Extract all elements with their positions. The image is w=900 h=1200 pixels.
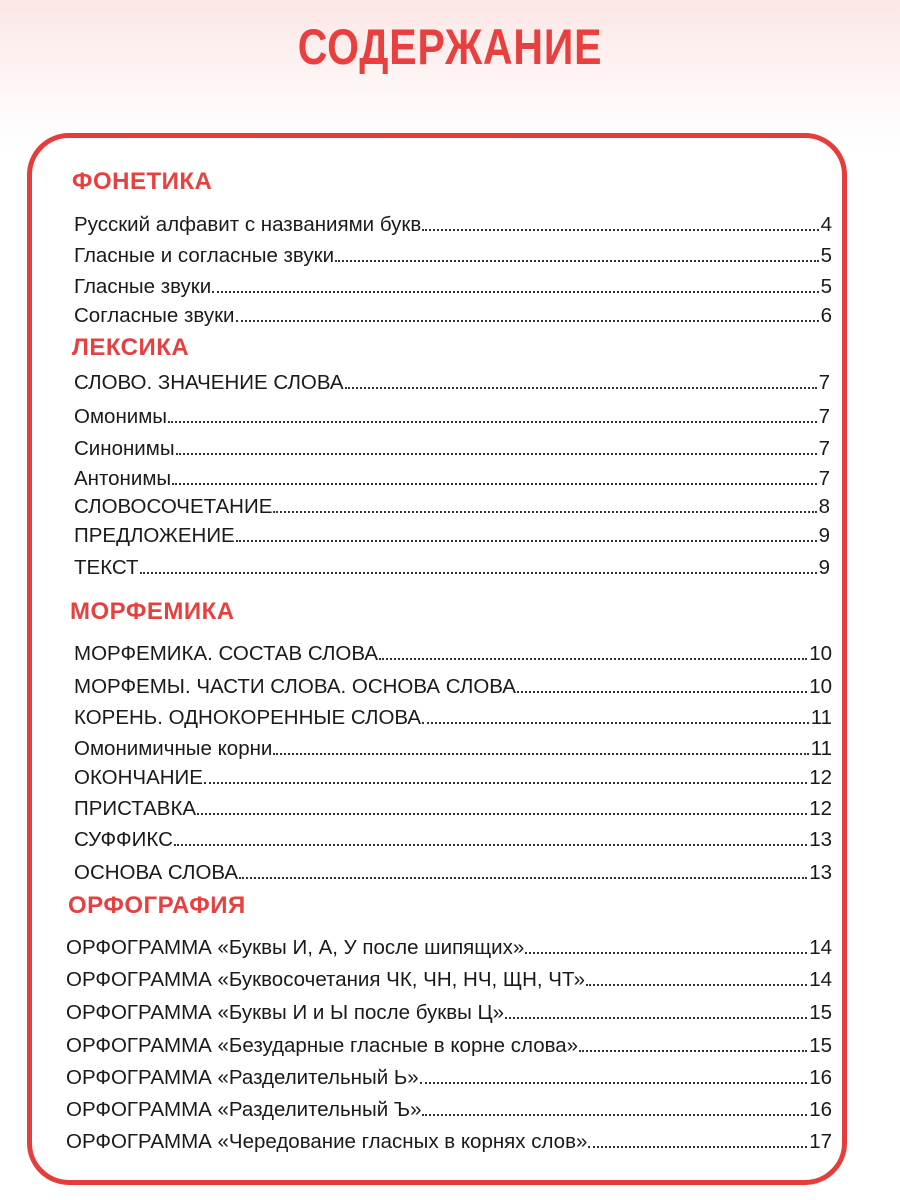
toc-entry [74,243,832,269]
toc-entry-page-number: 9 [818,524,830,547]
toc-entry-page-number: 7 [818,405,830,428]
toc-entry-title: Русский алфавит с названиями букв [74,213,422,236]
toc-entry-title: СЛОВОСОЧЕТАНИЕ [74,495,273,518]
toc-entry [66,935,832,961]
dot-leader [588,1145,807,1148]
toc-entry [74,827,832,853]
dot-leader [197,812,807,815]
toc-entry [74,404,830,430]
dot-leader [420,1081,807,1084]
toc-entry-title: МОРФЕМЫ. ЧАСТИ СЛОВА. ОСНОВА СЛОВА [74,675,516,698]
toc-entry-page-number: 15 [809,1034,832,1057]
toc-entry-page-number: 6 [820,304,832,327]
toc-entry-title: Гласные звуки [74,275,212,298]
toc-entry-page-number: 7 [818,437,830,460]
toc-entry-page-number: 12 [809,797,832,820]
dot-leader [517,690,807,693]
toc-entry [66,1000,832,1026]
toc-entry [74,370,830,396]
toc-entry [74,736,832,762]
toc-entry-title: Омонимы [74,405,168,428]
toc-entry [74,494,830,520]
toc-entry-title: Гласные и согласные звуки [74,244,335,267]
toc-entry-page-number: 5 [820,244,832,267]
toc-entry-page-number: 15 [809,1001,832,1024]
dot-leader [176,452,817,455]
toc-entry-page-number: 11 [810,737,832,760]
toc-entry [66,1033,832,1059]
toc-entry-title: КОРЕНЬ. ОДНОКОРЕННЫЕ СЛОВА [74,706,422,729]
toc-entry-page-number: 12 [809,766,832,789]
dot-leader [422,1113,807,1116]
toc-entry-title: ОРФОГРАММА «Безударные гласные в корне слова» [66,1034,579,1057]
dot-leader [204,781,807,784]
toc-entry-title: Омонимичные корни [74,737,273,760]
toc-entry [74,274,832,300]
toc-entry-page-number: 7 [818,371,830,394]
toc-entry-title: ОРФОГРАММА «Буквы И, А, У после шипящих» [66,936,525,959]
toc-entry [74,796,832,822]
dot-leader [236,319,819,322]
dot-leader [273,510,816,513]
toc-entry [66,1097,832,1123]
toc-entry [74,523,830,549]
toc-entry-page-number: 14 [809,968,832,991]
dot-leader [345,386,817,389]
toc-entry-title: ОСНОВА СЛОВА [74,861,239,884]
dot-leader [579,1049,807,1052]
toc-entry-title: ОРФОГРАММА «Чередование гласных в корнях слов» [66,1130,588,1153]
toc-entry-title: СУФФИКС [74,828,173,851]
toc-entry-title: ОКОНЧАНИЕ [74,766,203,789]
dot-leader [236,539,817,542]
toc-entry-page-number: 8 [818,495,830,518]
dot-leader [273,752,808,755]
section-heading: МОРФЕМИКА [70,598,235,625]
toc-entry-title: Антонимы [74,467,172,490]
toc-entry-title: ПРИСТАВКА [74,797,197,820]
toc-entry-title: ОРФОГРАММА «Разделительный Ъ» [66,1098,422,1121]
toc-entry-title: МОРФЕМИКА. СОСТАВ СЛОВА [74,642,379,665]
dot-leader [422,721,809,724]
toc-entry-page-number: 4 [820,213,832,236]
toc-entry [74,641,832,667]
toc-entry [66,1129,832,1155]
dot-leader [379,657,807,660]
toc-entry-page-number: 17 [809,1130,832,1153]
toc-entry-page-number: 13 [809,861,832,884]
section-heading: ФОНЕТИКА [72,168,213,195]
toc-entry-title: Синонимы [74,437,175,460]
toc-entry [66,1065,832,1091]
section-heading: ОРФОГРАФИЯ [68,892,246,919]
dot-leader [168,420,817,423]
toc-entry [66,967,832,993]
toc-entry-page-number: 10 [809,642,832,665]
toc-entry [74,860,832,886]
toc-entry-page-number: 13 [809,828,832,851]
toc-entry-title: Согласные звуки [74,304,235,327]
toc-entry-page-number: 14 [809,936,832,959]
toc-entry-page-number: 7 [818,467,830,490]
toc-entry-page-number: 9 [818,556,830,579]
page-title: СОДЕРЖАНИЕ [297,19,603,75]
dot-leader [505,1016,807,1019]
toc-entry-title: ОРФОГРАММА «Разделительный Ь» [66,1066,419,1089]
dot-leader [422,228,818,231]
toc-entry-page-number: 11 [810,706,832,729]
dot-leader [525,951,807,954]
toc-entry [74,555,830,581]
dot-leader [586,983,807,986]
toc-entry [74,674,832,700]
dot-leader [140,571,817,574]
toc-entry-page-number: 5 [820,275,832,298]
toc-entry-title: ОРФОГРАММА «Буквосочетания ЧК, ЧН, НЧ, ЩН, ЧТ» [66,968,585,991]
toc-entry [74,436,830,462]
section-heading: ЛЕКСИКА [72,334,190,361]
dot-leader [174,843,807,846]
toc-entry [74,705,832,731]
toc-entry [74,303,832,329]
dot-leader [335,259,819,262]
toc-entry-page-number: 16 [809,1098,832,1121]
toc-entry-page-number: 16 [809,1066,832,1089]
dot-leader [239,876,807,879]
toc-entry-title: СЛОВО. ЗНАЧЕНИЕ СЛОВА [74,371,344,394]
toc-entry [74,765,832,791]
toc-entry-title: ТЕКСТ [74,556,139,579]
dot-leader [212,290,818,293]
toc-entry [74,466,830,492]
toc-entry [74,212,832,238]
toc-entry-title: ОРФОГРАММА «Буквы И и Ы после буквы Ц» [66,1001,505,1024]
toc-entry-page-number: 10 [809,675,832,698]
toc-entry-title: ПРЕДЛОЖЕНИЕ [74,524,235,547]
dot-leader [172,482,816,485]
